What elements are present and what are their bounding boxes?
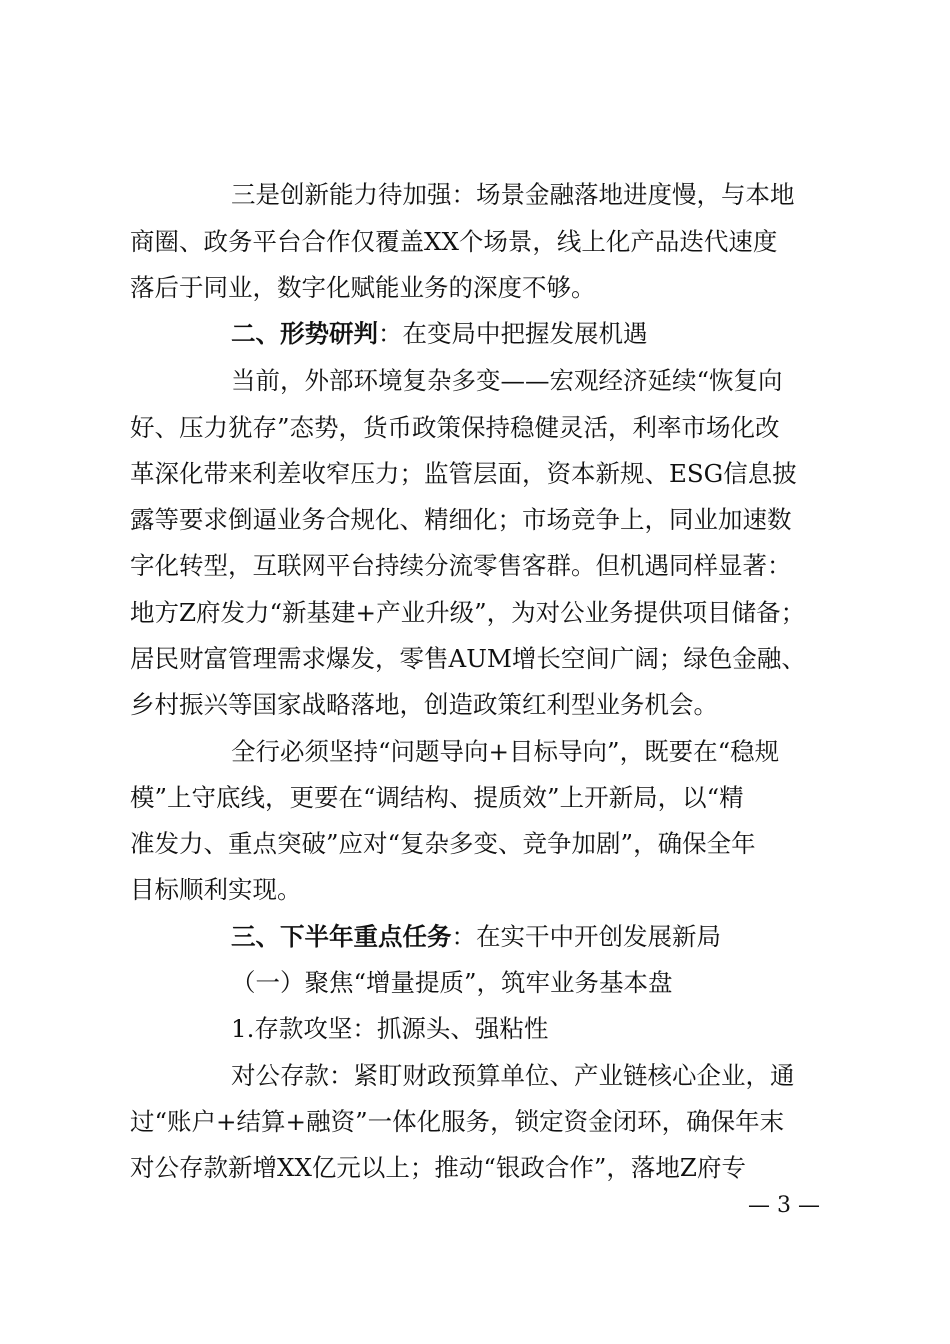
paragraph-4-line-3: 对公存款新增XX亿元以上；推动“银政合作”，落地Z府专 (130, 1153, 746, 1182)
paragraph-1-line-1: 三是创新能力待加强：场景金融落地进度慢，与本地 (231, 180, 795, 209)
paragraph-2-line-1: 当前，外部环境复杂多变——宏观经济延续“恢复向 (231, 366, 783, 395)
section-heading-2-rest: ：在变局中把握发展机遇 (378, 319, 648, 348)
paragraph-4-line-1: 对公存款：紧盯财政预算单位、产业链核心企业，通 (231, 1061, 795, 1090)
paragraph-3-line-1: 全行必须坚持“问题导向+目标导向”，既要在“稳规 (231, 737, 780, 766)
paragraph-3-line-2: 模”上守底线，更要在“调结构、提质效”上开新局，以“精 (130, 783, 744, 812)
paragraph-2-line-2: 好、压力犹存”态势，货币政策保持稳健灵活，利率市场化改 (130, 413, 780, 442)
subheading-1-1: 1.存款攻坚：抓源头、强粘性 (231, 1014, 549, 1043)
paragraph-1-line-2: 商圈、政务平台合作仅覆盖XX个场景，线上化产品迭代速度 (130, 227, 778, 256)
paragraph-2-line-8: 乡村振兴等国家战略落地，创造政策红利型业务机会。 (130, 690, 718, 719)
section-heading-3 (231, 917, 721, 957)
paragraph-3-line-4: 目标顺利实现。 (130, 875, 302, 904)
section-heading-2 (231, 314, 648, 354)
paragraph-3-line-3: 准发力、重点突破”应对“复杂多变、竞争加剧”，确保全年 (130, 829, 756, 858)
paragraph-2-line-5: 字化转型，互联网平台持续分流零售客群。但机遇同样显著： (130, 551, 792, 580)
paragraph-1-line-3: 落后于同业，数字化赋能业务的深度不够。 (130, 273, 596, 302)
paragraph-2-line-7: 居民财富管理需求爆发，零售AUM增长空间广阔；绿色金融、 (130, 644, 806, 673)
section-heading-3-rest: ：在实干中开创发展新局 (451, 922, 721, 951)
section-heading-3-bold: 三、下半年重点任务 (231, 922, 452, 951)
page-number: — 3 — (748, 1193, 820, 1218)
paragraph-2-line-4: 露等要求倒逼业务合规化、精细化；市场竞争上，同业加速数 (130, 505, 792, 534)
section-heading-2-bold: 二、形势研判 (231, 319, 378, 348)
paragraph-4-line-2: 过“账户+结算+融资”一体化服务，锁定资金闭环，确保年末 (130, 1107, 785, 1136)
paragraph-2-line-3: 革深化带来利差收窄压力；监管层面，资本新规、ESG信息披 (130, 459, 797, 488)
subheading-1: （一）聚焦“增量提质”，筑牢业务基本盘 (231, 968, 673, 997)
paragraph-2-line-6: 地方Z府发力“新基建+产业升级”，为对公业务提供项目储备； (130, 598, 806, 627)
